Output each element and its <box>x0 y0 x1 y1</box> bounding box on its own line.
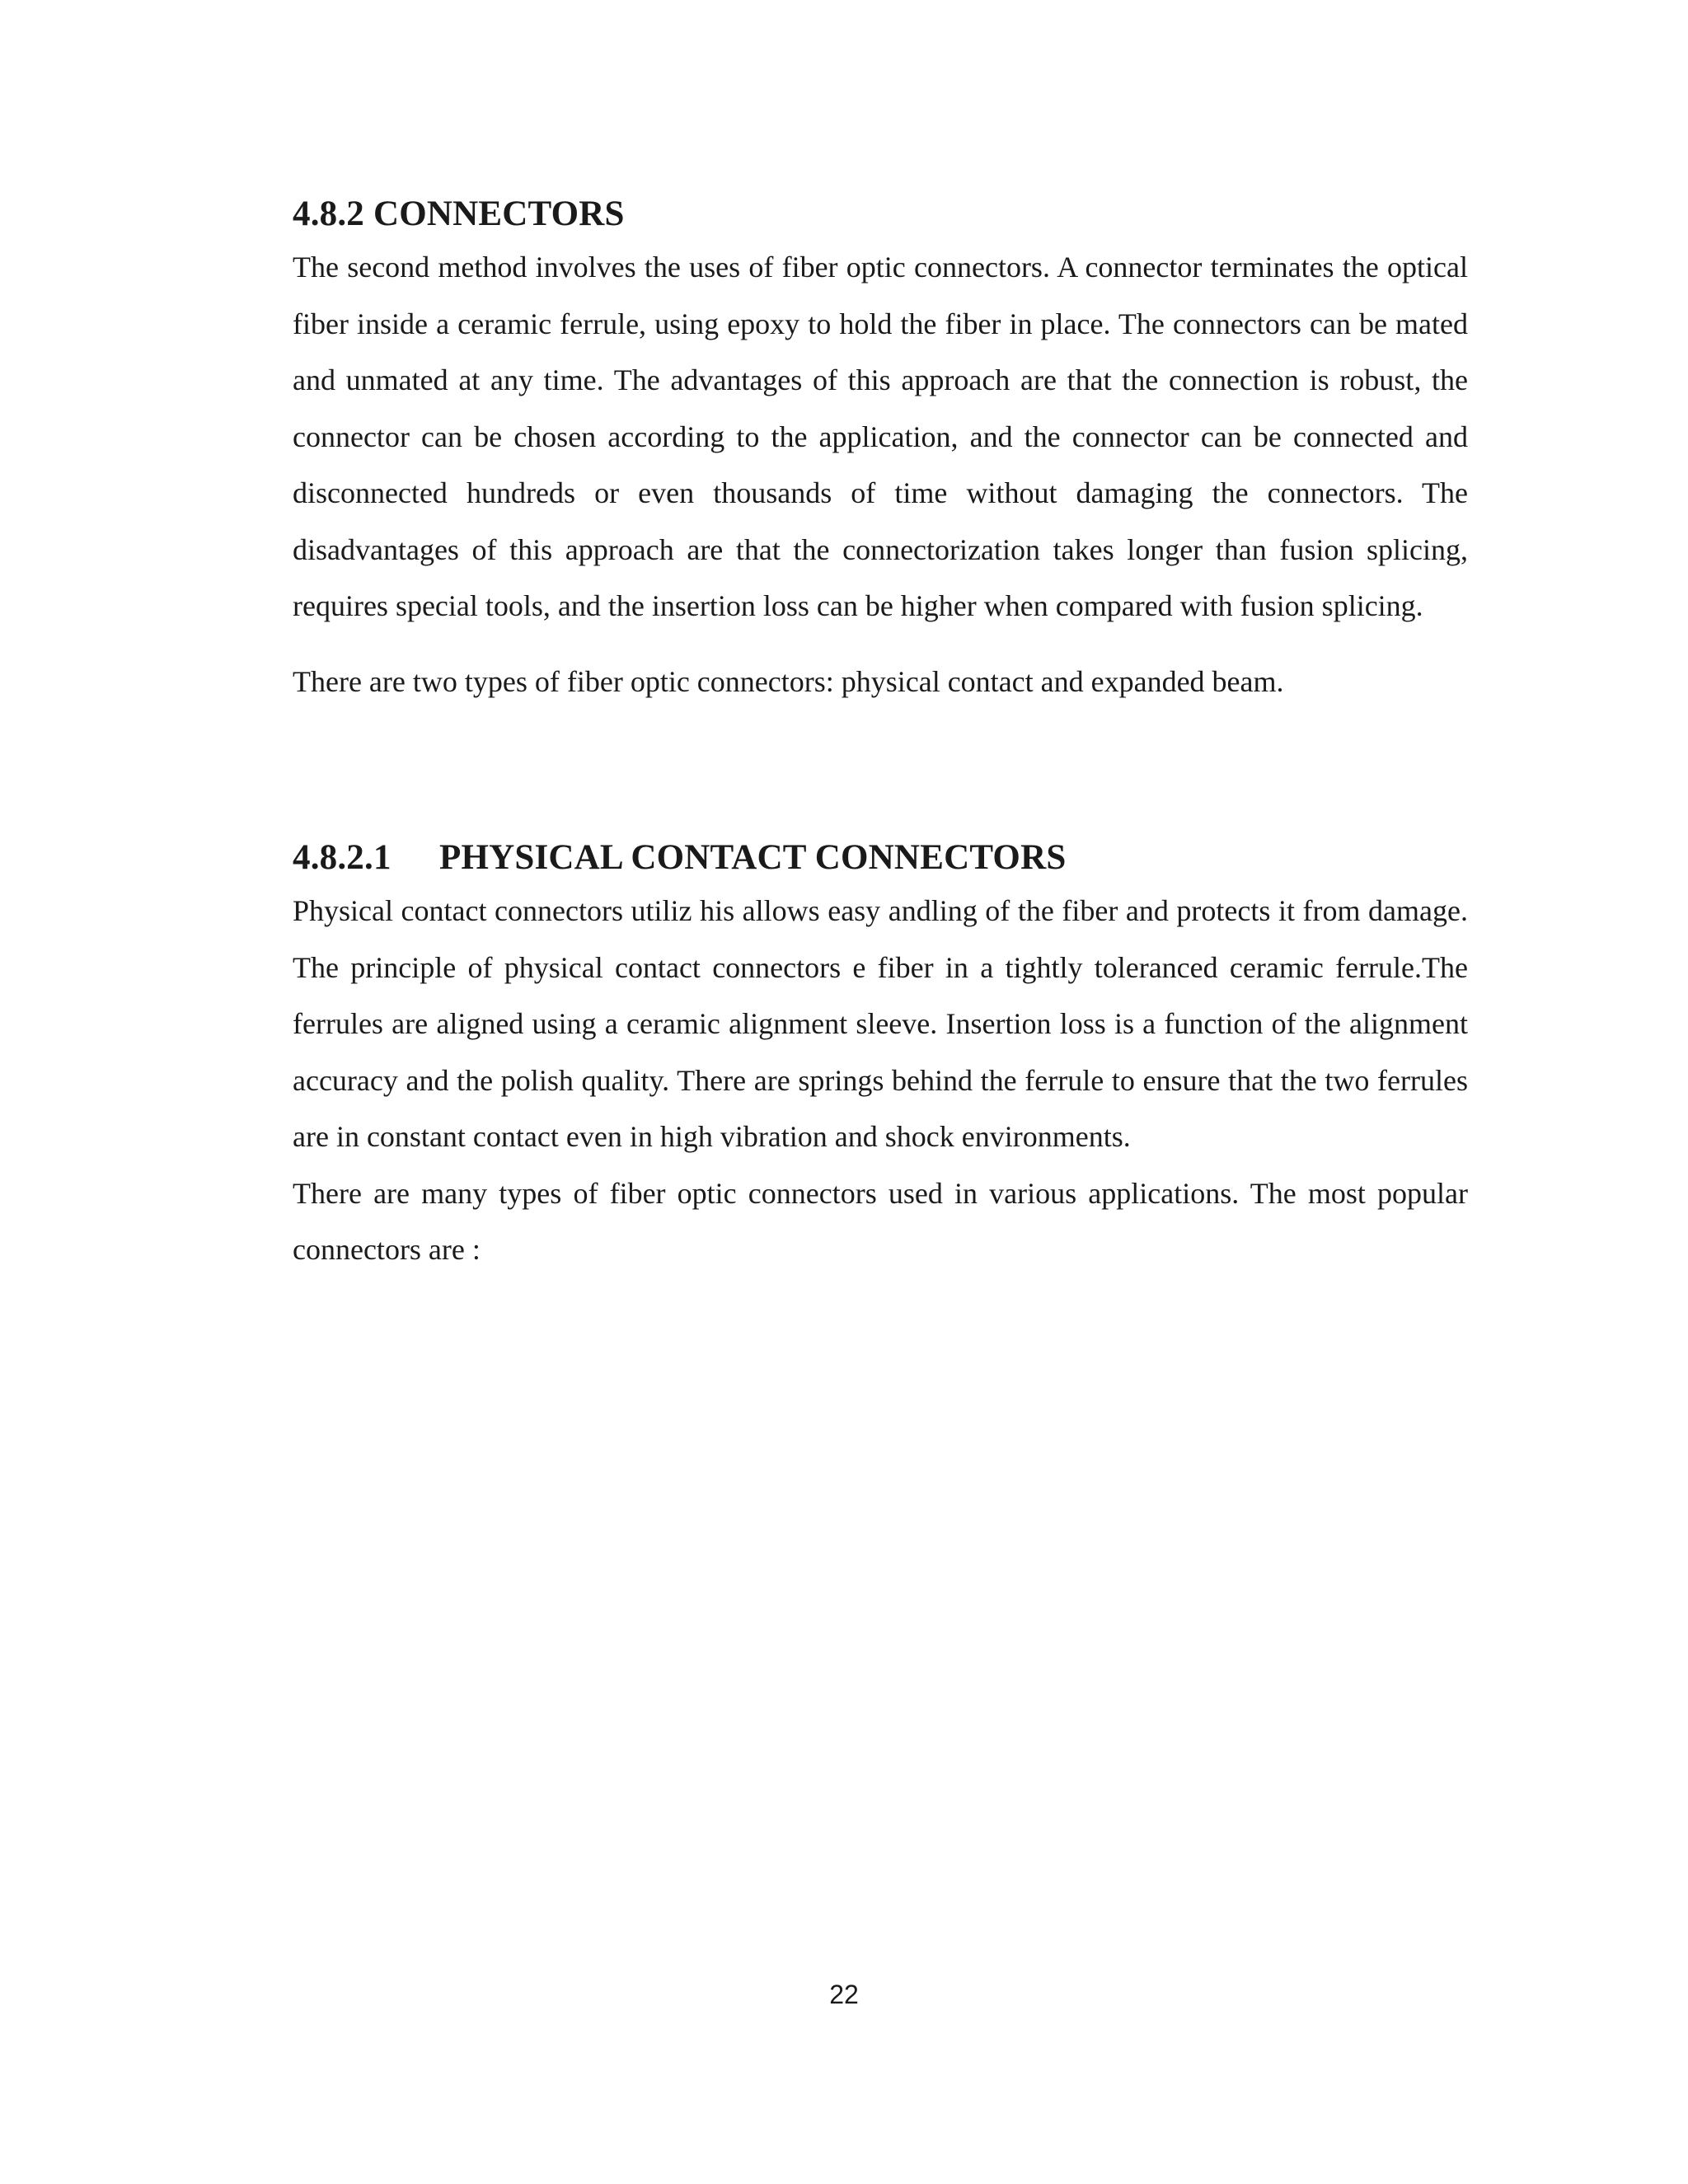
page-content <box>293 190 1468 1278</box>
paragraph-physical-contact: Physical contact connectors utiliz his allows easy andling of the fiber and protects it from damage. The principle of physical contact connectors e fiber in a tightly toleranced ceramic ferrule.The ferrules are aligned using a ceramic alignment sleeve. Insertion loss is a function of the alignment accuracy and the polish quality. There are springs behind the ferrule to ensure that the two ferrules are in constant contact even in high vibration and shock environments. <box>293 894 1468 1153</box>
paragraph-connector-types: There are two types of fiber optic connectors: physical contact and expanded beam. <box>293 664 1284 698</box>
section-number: 4.8.2.1 <box>293 838 392 877</box>
section-heading-text: PHYSICAL CONTACT CONNECTORS <box>439 838 1067 877</box>
section-heading-physical-contact <box>293 833 1468 883</box>
page-number: 22 <box>829 1980 859 2009</box>
section-number: 4.8.2 <box>293 194 364 233</box>
section-heading-connectors <box>293 190 1468 239</box>
paragraph-connectors-intro: The second method involves the uses of fiber optic connectors. A connector terminates the optical fiber inside a ceramic ferrule, using epoxy to hold the fiber in place. The connectors can be mated and unmated at any time. The advantages of this approach are that the connection is robust, the connector can be chosen according to the application, and the connector can be connected and disconnected hundreds or even thousands of time without damaging the connectors. The disadvantages of this approach are that the connectorization takes longer than fusion splicing, requires special tools, and the insertion loss can be higher when compared with fusion splicing. <box>293 251 1468 622</box>
section-heading-text: CONNECTORS <box>373 194 625 233</box>
paragraph-popular-connectors: There are many types of fiber optic connectors used in various applications. The most popular connectors are : <box>293 1176 1468 1266</box>
